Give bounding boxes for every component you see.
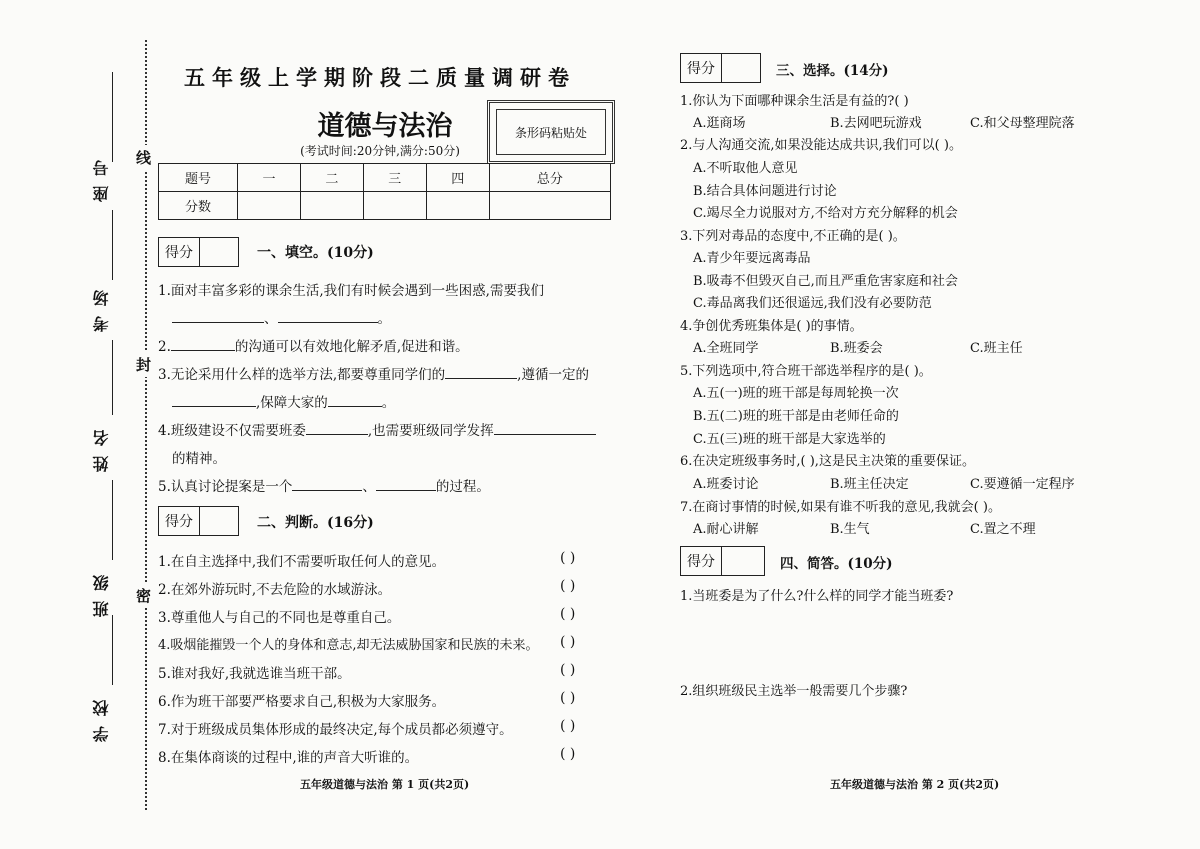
fill-q2: 2. 的沟通可以有效地化解矛盾,促进和谐。 [158,335,469,355]
page2-footer: 五年级道德与法治 第 2 页(共2页) [830,778,1000,791]
choice-q3-opt-a[interactable]: A.青少年要远离毒品 [693,251,811,266]
choice-q7-opt-c[interactable]: C.置之不理 [970,522,1036,537]
score-box-input[interactable] [722,547,764,575]
score-table-header: 题号 [159,164,238,192]
section1-title: 一、填空。(10分) [257,245,374,261]
short-answer-q2: 2.组织班级民主选举一般需要几个步骤? [680,684,908,699]
score-table-header: 二 [300,164,363,192]
section3-title: 三、选择。(14分) [776,63,889,79]
judge-item-3: 3.尊重他人与自己的不同也是尊重自己。 [158,610,401,626]
score-cell[interactable] [489,192,610,220]
judge-answer-1[interactable]: ( ) [560,550,576,566]
score-table-header: 总分 [489,164,610,192]
section4-title: 四、简答。(10分) [780,556,893,572]
score-box-label: 得分 [681,54,722,82]
choice-q1: 1.你认为下面哪种课余生活是有益的?( ) [680,94,909,109]
fill-blank[interactable] [445,364,517,379]
score-row-label: 分数 [159,192,238,220]
choice-q3-opt-b[interactable]: B.吸毒不但毁灭自己,而且严重危害家庭和社会 [693,274,958,289]
seat-number-label: 座号 [92,150,111,202]
fill-q3-line2: ,保障大家的 。 [172,391,395,411]
barcode-box [487,100,615,164]
score-table-header-row [159,164,611,192]
judge-answer-2[interactable]: ( ) [560,578,576,594]
page1-footer: 五年级道德与法治 第 1 页(共2页) [300,778,470,791]
choice-q5: 5.下列选项中,符合班干部选举程序的是( )。 [680,364,932,379]
school-line[interactable] [112,615,113,685]
score-cell[interactable] [238,192,301,220]
choice-q1-opt-a[interactable]: A.逛商场 [693,116,746,131]
judge-item-8: 8.在集体商谈的过程中,谁的声音大听谁的。 [158,750,419,766]
short-answer-q2-area[interactable] [680,702,1100,768]
choice-q3: 3.下列对毒品的态度中,不正确的是( )。 [680,229,906,244]
score-cell[interactable] [426,192,489,220]
fill-blank[interactable] [278,308,378,323]
choice-q7-opt-a[interactable]: A.耐心讲解 [693,522,759,537]
choice-q1-opt-b[interactable]: B.去网吧玩游戏 [830,116,922,131]
score-table-header: 四 [426,164,489,192]
fill-blank[interactable] [376,476,436,491]
fill-q4-line2: 的精神。 [172,451,226,467]
class-label: 班级 [92,565,111,617]
seal-char-xian: 线 [136,145,151,170]
choice-q5-opt-b[interactable]: B.五(二)班的班干部是由老师任命的 [693,409,899,424]
school-label: 学校 [92,690,111,742]
section4-score-box [680,546,765,576]
choice-q7-opt-b[interactable]: B.生气 [830,522,870,537]
fill-q4-line1: 4.班级建设不仅需要班委 ,也需要班级同学发挥 [158,419,596,439]
choice-q5-opt-c[interactable]: C.五(三)班的班干部是大家选举的 [693,432,886,447]
fill-q5: 5.认真讨论提案是一个 、 的过程。 [158,475,490,495]
class-line[interactable] [112,480,113,560]
section3-score-box [680,53,761,83]
subject-title: 道德与法治 [317,111,453,142]
fill-q1-line1: 1.面对丰富多彩的课余生活,我们有时候会遇到一些困惑,需要我们 [158,283,544,299]
exam-room-line[interactable] [112,210,113,280]
choice-q2-opt-c[interactable]: C.竭尽全力说服对方,不给对方充分解释的机会 [693,206,958,221]
fill-blank[interactable] [172,392,256,407]
choice-q4-opt-c[interactable]: C.班主任 [970,341,1023,356]
fill-blank[interactable] [494,420,596,435]
choice-q4-opt-a[interactable]: A.全班同学 [693,341,759,356]
score-cell[interactable] [363,192,426,220]
judge-item-6: 6.作为班干部要严格要求自己,积极为大家服务。 [158,694,446,710]
judge-answer-8[interactable]: ( ) [560,746,576,762]
fill-q3-line1: 3.无论采用什么样的选举方法,都要尊重同学们的 ,遵循一定的 [158,363,589,383]
seat-number-line[interactable] [112,72,113,162]
barcode-label: 条形码粘贴处 [496,109,606,155]
fill-blank[interactable] [172,308,264,323]
score-box-label: 得分 [681,547,722,575]
choice-q4-opt-b[interactable]: B.班委会 [830,341,883,356]
exam-title: 五年级上学期阶段二质量调研卷 [184,66,576,90]
score-table-header: 一 [238,164,301,192]
section2-score-box [158,506,239,536]
judge-answer-4[interactable]: ( ) [560,634,576,650]
score-box-input[interactable] [200,507,238,535]
fill-q1-line2: 、 。 [172,307,391,327]
section2-title: 二、判断。(16分) [257,515,374,531]
score-cell[interactable] [300,192,363,220]
score-box-input[interactable] [200,238,238,266]
choice-q7: 7.在商讨事情的时候,如果有谁不听我的意见,我就会( )。 [680,500,1001,515]
judge-item-5: 5.谁对我好,我就选谁当班干部。 [158,666,351,682]
score-box-input[interactable] [722,54,760,82]
judge-item-4: 4.吸烟能摧毁一个人的身体和意志,却无法威胁国家和民族的未来。 [158,638,539,653]
choice-q4: 4.争创优秀班集体是( )的事情。 [680,319,863,334]
choice-q2: 2.与人沟通交流,如果没能达成共识,我们可以( )。 [680,138,962,153]
choice-q6-opt-c[interactable]: C.要遵循一定程序 [970,477,1075,492]
fill-blank[interactable] [171,336,235,351]
fill-blank[interactable] [292,476,362,491]
judge-item-7: 7.对于班级成员集体形成的最终决定,每个成员都必须遵守。 [158,722,513,738]
section1-score-box [158,237,239,267]
judge-item-2: 2.在郊外游玩时,不去危险的水域游泳。 [158,582,392,598]
choice-q2-opt-a[interactable]: A.不听取他人意见 [693,161,798,176]
score-table-header: 三 [363,164,426,192]
choice-q2-opt-b[interactable]: B.结合具体问题进行讨论 [693,184,837,199]
name-label: 姓名 [92,420,111,472]
name-line[interactable] [112,340,113,415]
fill-blank[interactable] [306,420,368,435]
judge-answer-3[interactable]: ( ) [560,606,576,622]
short-answer-q1-area[interactable] [680,606,1100,672]
choice-q6: 6.在决定班级事务时,( ),这是民主决策的重要保证。 [680,454,975,469]
judge-answer-7[interactable]: ( ) [560,718,576,734]
judge-answer-5[interactable]: ( ) [560,662,576,678]
score-table [158,163,611,220]
short-answer-q1: 1.当班委是为了什么?什么样的同学才能当班委? [680,589,954,604]
choice-q6-opt-b[interactable]: B.班主任决定 [830,477,909,492]
exam-room-label: 考场 [92,280,111,332]
choice-q6-opt-a[interactable]: A.班委讨论 [693,477,759,492]
score-table-score-row [159,192,611,220]
score-box-label: 得分 [159,238,200,266]
choice-q1-opt-c[interactable]: C.和父母整理院落 [970,116,1075,131]
judge-answer-6[interactable]: ( ) [560,690,576,706]
fill-blank[interactable] [328,392,382,407]
judge-item-1: 1.在自主选择中,我们不需要听取任何人的意见。 [158,554,446,570]
choice-q3-opt-c[interactable]: C.毒品离我们还很遥远,我们没有必要防范 [693,296,932,311]
exam-info: (考试时间:20分钟,满分:50分) [300,144,460,158]
choice-q5-opt-a[interactable]: A.五(一)班的班干部是每周轮换一次 [693,386,899,401]
seal-char-feng: 封 [136,352,151,377]
seal-char-mi: 密 [136,583,151,608]
score-box-label: 得分 [159,507,200,535]
